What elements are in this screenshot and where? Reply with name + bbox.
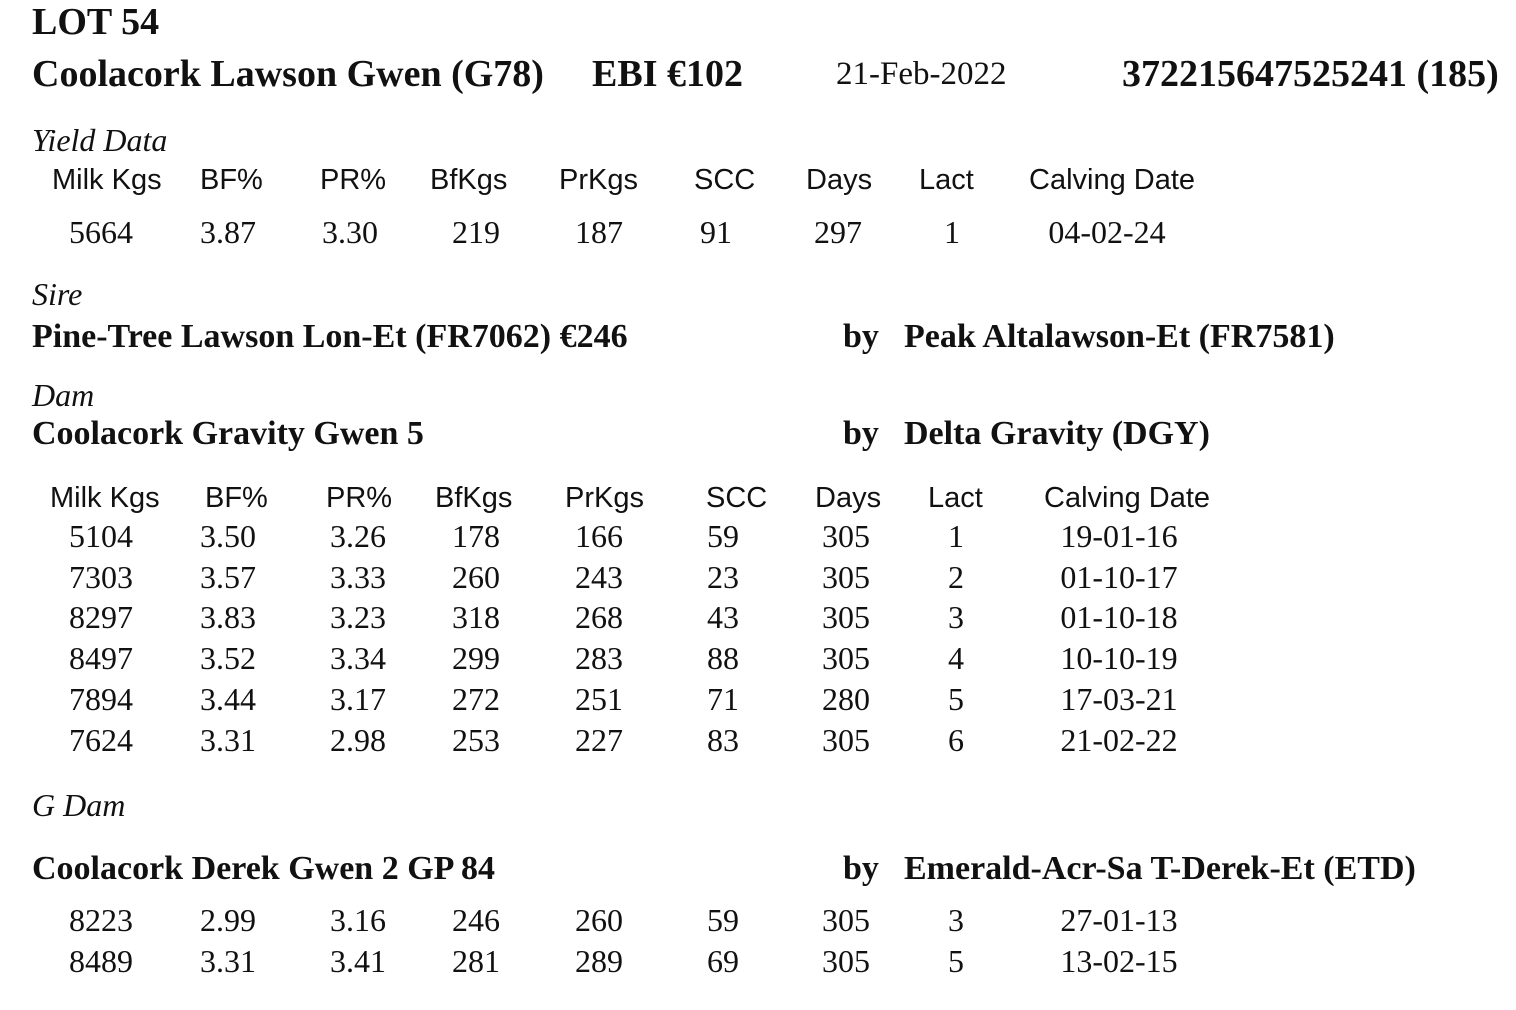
dam-col-days: Days [815, 482, 882, 514]
cell-pr-kgs: 251 [575, 680, 623, 717]
cell-scc: 59 [707, 518, 739, 554]
cell-lact: 1 [948, 518, 964, 554]
yield-scc: 91 [700, 214, 732, 250]
sale-date: 21-Feb-2022 [836, 56, 1007, 92]
yield-bf-pct: 3.87 [200, 214, 256, 250]
cell-days: 305 [822, 640, 870, 677]
cell-calving-date: 19-01-16 [1060, 518, 1178, 554]
cell-calving-date: 21-02-22 [1060, 721, 1178, 758]
dam-col-bf-pct: BF% [205, 482, 268, 514]
yield-pr-pct: 3.30 [322, 214, 378, 250]
cell-days: 305 [822, 943, 870, 979]
cell-pr-pct: 3.17 [330, 680, 386, 717]
col-bf-pct: BF% [200, 164, 263, 196]
dam-col-lact: Lact [928, 482, 983, 514]
cell-bf-pct: 3.31 [200, 943, 256, 979]
gdam-by: by [843, 850, 879, 887]
cell-bf-pct: 3.52 [200, 640, 256, 677]
yield-values-row [0, 214, 1516, 254]
cell-days: 305 [822, 599, 870, 636]
lot-number: LOT 54 [32, 1, 160, 43]
cell-scc: 83 [707, 721, 739, 758]
yield-header-row [0, 164, 1516, 204]
cell-pr-pct: 2.98 [330, 721, 386, 758]
table-row [0, 518, 1516, 558]
cell-scc: 71 [707, 680, 739, 717]
cell-bf-pct: 3.50 [200, 518, 256, 554]
sire-of-dam: Delta Gravity (DGY) [904, 415, 1210, 452]
cell-pr-kgs: 268 [575, 599, 623, 636]
dam-by: by [843, 415, 879, 452]
gdam-name: Coolacork Derek Gwen 2 GP 84 [32, 850, 496, 887]
sire-of-sire: Peak Altalawson-Et (FR7581) [904, 318, 1335, 355]
sire-of-gdam: Emerald-Acr-Sa T-Derek-Et (ETD) [904, 850, 1416, 887]
cell-milk-kgs: 8489 [69, 943, 133, 979]
dam-col-bf-kgs: BfKgs [435, 482, 513, 514]
ebi-value: EBI €102 [592, 53, 743, 95]
cell-calving-date: 01-10-18 [1060, 599, 1178, 636]
col-scc: SCC [694, 164, 756, 196]
yield-data-label: Yield Data [32, 122, 168, 158]
sire-label: Sire [32, 276, 83, 312]
cell-lact: 3 [948, 902, 964, 938]
gdam-label: G Dam [32, 787, 126, 823]
cell-milk-kgs: 7894 [69, 680, 133, 717]
cell-pr-pct: 3.26 [330, 518, 386, 554]
sire-name: Pine-Tree Lawson Lon-Et (FR7062) €246 [32, 318, 628, 355]
cell-milk-kgs: 7624 [69, 721, 133, 758]
table-row [0, 681, 1516, 721]
col-bf-kgs: BfKgs [430, 164, 508, 196]
dam-label: Dam [32, 377, 95, 413]
table-row [0, 640, 1516, 680]
cell-scc: 23 [707, 558, 739, 595]
cell-days: 280 [822, 680, 870, 717]
dam-col-calving-date: Calving Date [1044, 482, 1211, 514]
cell-calving-date: 01-10-17 [1060, 558, 1178, 595]
cell-bf-kgs: 318 [452, 599, 500, 636]
cell-scc: 69 [707, 943, 739, 979]
yield-milk-kgs: 5664 [69, 214, 133, 250]
sire-by: by [843, 318, 879, 355]
dam-col-scc: SCC [706, 482, 768, 514]
cell-pr-pct: 3.41 [330, 943, 386, 979]
cell-scc: 88 [707, 640, 739, 677]
table-row [0, 722, 1516, 762]
cell-bf-kgs: 299 [452, 640, 500, 677]
cell-bf-kgs: 281 [452, 943, 500, 979]
dam-header-row [0, 482, 1516, 522]
cell-bf-kgs: 246 [452, 902, 500, 938]
yield-pr-kgs: 187 [575, 214, 623, 250]
col-lact: Lact [919, 164, 974, 196]
cell-calving-date: 17-03-21 [1060, 680, 1178, 717]
table-row [0, 943, 1516, 983]
cell-milk-kgs: 8223 [69, 902, 133, 938]
cell-lact: 2 [948, 558, 964, 595]
cell-days: 305 [822, 558, 870, 595]
table-row [0, 599, 1516, 639]
dam-name: Coolacork Gravity Gwen 5 [32, 415, 424, 452]
cell-milk-kgs: 8497 [69, 640, 133, 677]
cell-pr-kgs: 243 [575, 558, 623, 595]
cell-pr-pct: 3.33 [330, 558, 386, 595]
cell-bf-pct: 2.99 [200, 902, 256, 938]
dam-col-pr-pct: PR% [326, 482, 393, 514]
cell-pr-pct: 3.23 [330, 599, 386, 636]
cell-scc: 43 [707, 599, 739, 636]
cell-pr-kgs: 166 [575, 518, 623, 554]
cell-lact: 6 [948, 721, 964, 758]
cell-bf-pct: 3.44 [200, 680, 256, 717]
cell-milk-kgs: 7303 [69, 558, 133, 595]
col-milk-kgs: Milk Kgs [52, 164, 162, 196]
col-pr-pct: PR% [320, 164, 387, 196]
dam-col-milk-kgs: Milk Kgs [50, 482, 160, 514]
cell-pr-kgs: 260 [575, 902, 623, 938]
cell-pr-kgs: 289 [575, 943, 623, 979]
col-calving-date: Calving Date [1029, 164, 1196, 196]
yield-bf-kgs: 219 [452, 214, 500, 250]
table-row [0, 559, 1516, 599]
cell-pr-pct: 3.34 [330, 640, 386, 677]
cell-lact: 5 [948, 680, 964, 717]
cell-calving-date: 27-01-13 [1060, 902, 1178, 938]
cell-bf-pct: 3.31 [200, 721, 256, 758]
cell-days: 305 [822, 721, 870, 758]
cell-bf-pct: 3.83 [200, 599, 256, 636]
cell-days: 305 [822, 902, 870, 938]
cell-calving-date: 10-10-19 [1060, 640, 1178, 677]
cell-pr-pct: 3.16 [330, 902, 386, 938]
cell-lact: 5 [948, 943, 964, 979]
cell-bf-kgs: 260 [452, 558, 500, 595]
cell-milk-kgs: 5104 [69, 518, 133, 554]
cell-bf-pct: 3.57 [200, 558, 256, 595]
animal-name: Coolacork Lawson Gwen (G78) [32, 53, 544, 95]
yield-calving-date: 04-02-24 [1048, 214, 1166, 250]
yield-days: 297 [814, 214, 862, 250]
cell-lact: 4 [948, 640, 964, 677]
cell-scc: 59 [707, 902, 739, 938]
col-pr-kgs: PrKgs [559, 164, 638, 196]
yield-lact: 1 [944, 214, 960, 250]
dam-col-pr-kgs: PrKgs [565, 482, 644, 514]
cell-bf-kgs: 272 [452, 680, 500, 717]
tag-number: 372215647525241 (185) [1122, 53, 1499, 95]
col-days: Days [806, 164, 873, 196]
cell-days: 305 [822, 518, 870, 554]
cell-bf-kgs: 178 [452, 518, 500, 554]
cell-bf-kgs: 253 [452, 721, 500, 758]
cell-lact: 3 [948, 599, 964, 636]
cell-pr-kgs: 283 [575, 640, 623, 677]
cell-milk-kgs: 8297 [69, 599, 133, 636]
cell-calving-date: 13-02-15 [1060, 943, 1178, 979]
table-row [0, 902, 1516, 942]
cell-pr-kgs: 227 [575, 721, 623, 758]
